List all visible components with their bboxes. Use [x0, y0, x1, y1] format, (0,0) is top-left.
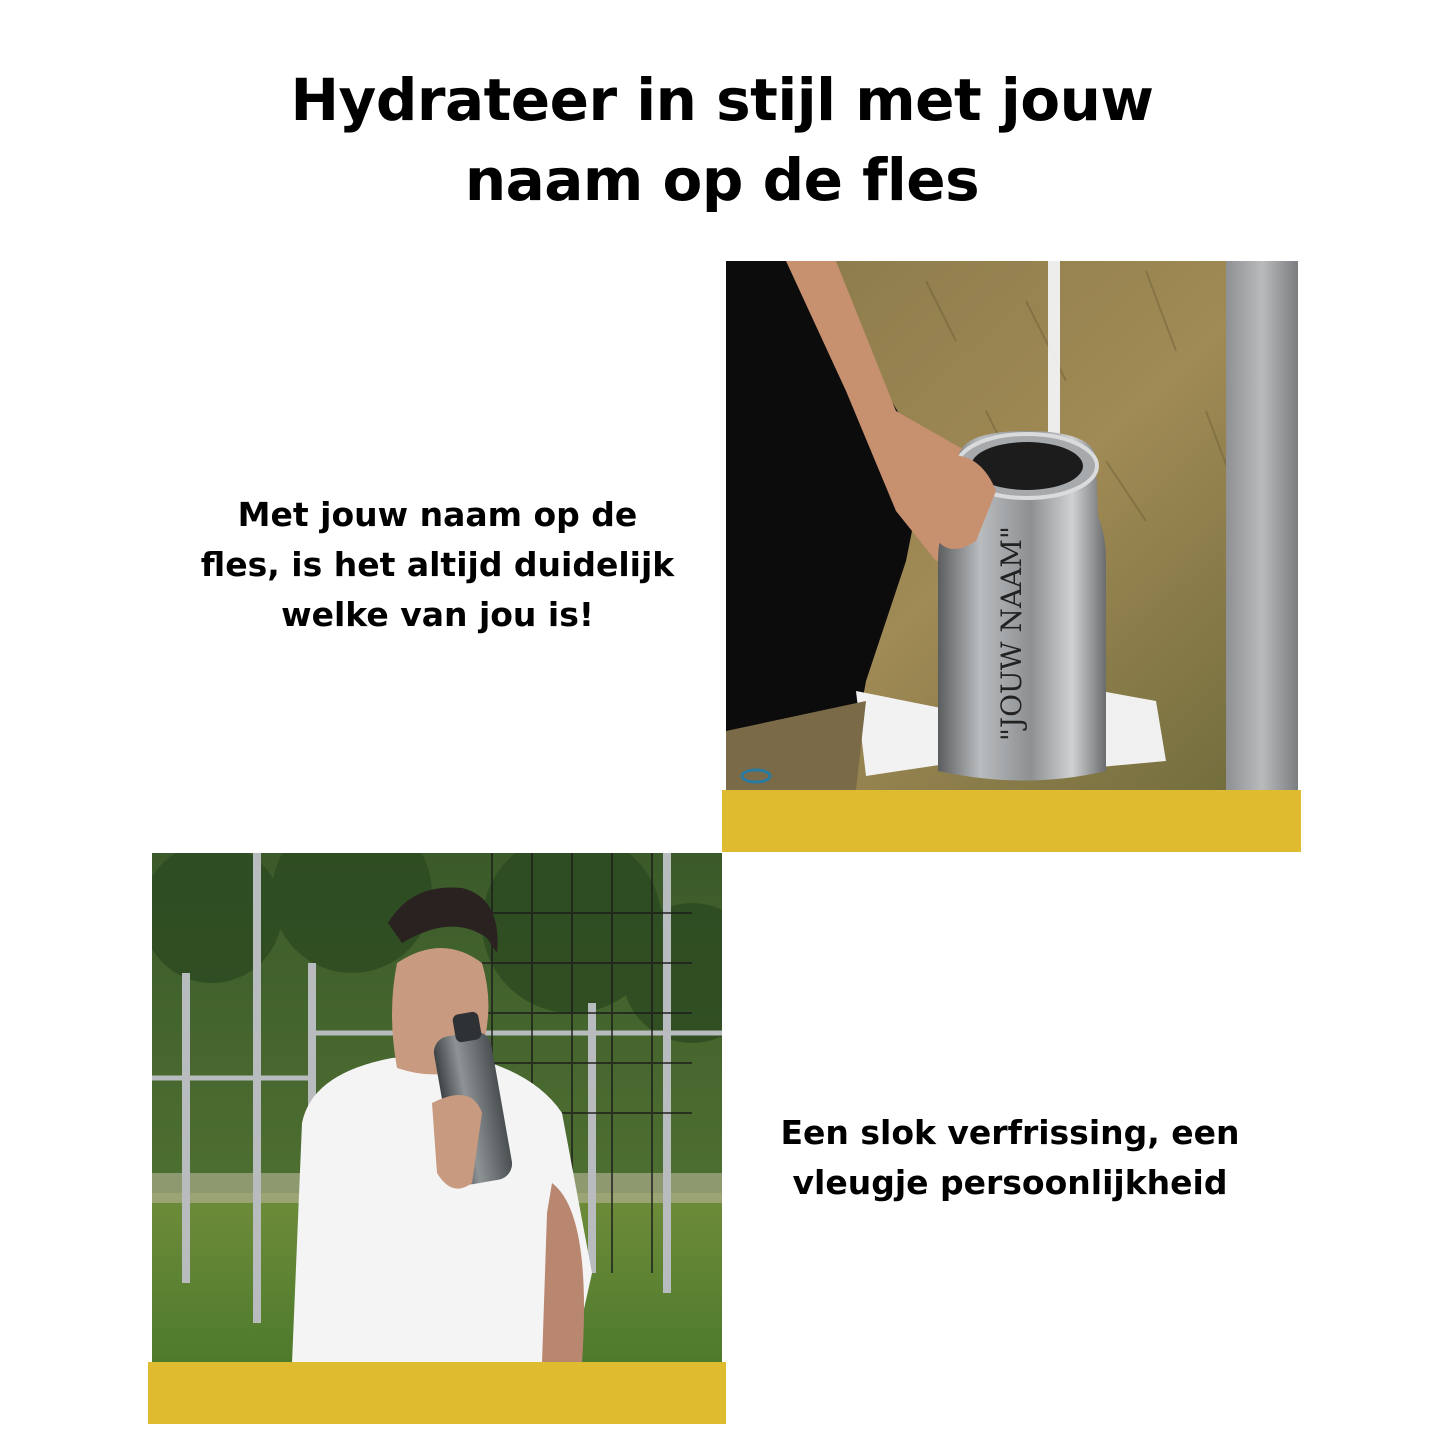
bottle-refill-photo	[726, 261, 1298, 790]
caption-2-line-1: Een slok verfrissing, een	[780, 1113, 1240, 1152]
svg-text:"JOUW NAAM": "JOUW NAAM"	[995, 526, 1028, 741]
man-drinking-photo	[152, 853, 722, 1363]
caption-name-on-bottle	[180, 490, 695, 640]
accent-bar-top	[722, 790, 1301, 852]
accent-bar-bottom	[148, 1362, 726, 1424]
headline-line-2: naam op de fles	[464, 146, 980, 214]
caption-1-line-1: Met jouw naam op de	[237, 495, 638, 534]
headline-line-1: Hydrateer in stijl met jouw	[290, 66, 1154, 134]
caption-1-line-3: welke van jou is!	[281, 595, 594, 634]
caption-2-line-2: vleugje persoonlijkheid	[792, 1163, 1228, 1202]
caption-1-line-2: fles, is het altijd duidelijk	[200, 545, 675, 584]
page-headline	[222, 60, 1222, 220]
caption-refreshment	[760, 1108, 1260, 1208]
